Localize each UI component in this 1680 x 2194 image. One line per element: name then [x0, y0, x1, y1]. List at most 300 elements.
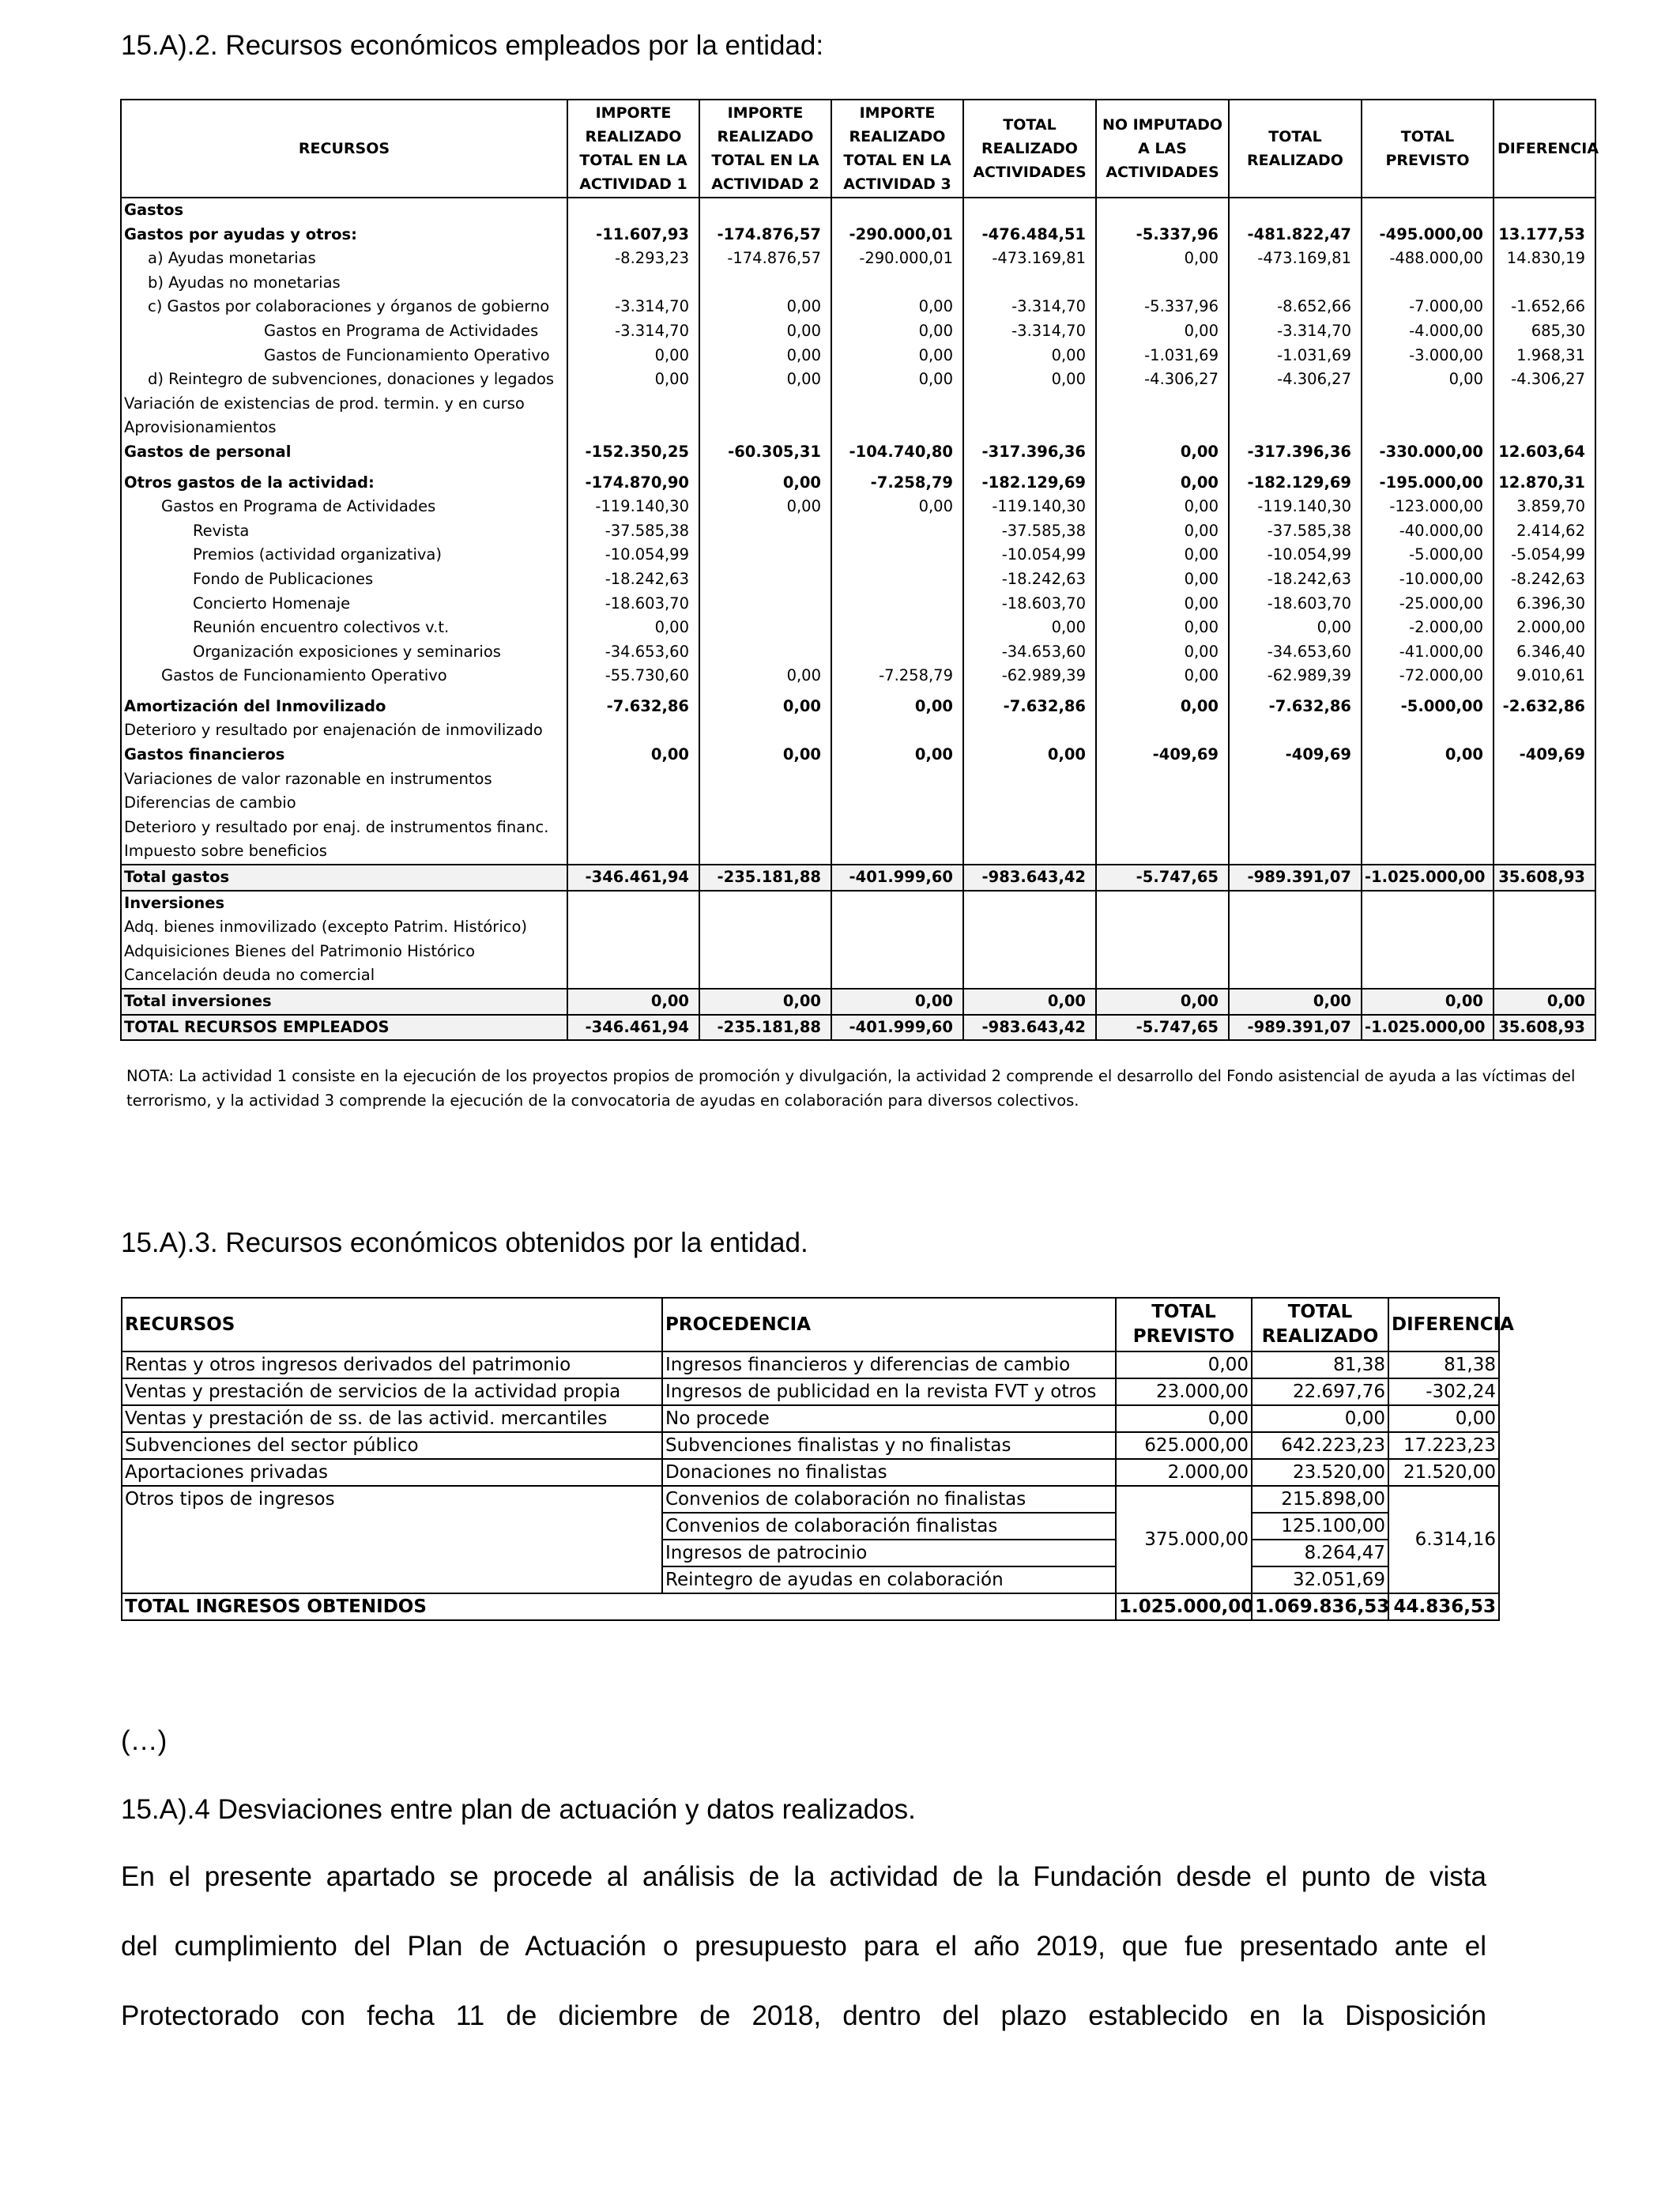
cell-value [1096, 416, 1229, 440]
cell-value [699, 640, 831, 665]
cell-value [831, 592, 963, 616]
row-label: Gastos financieros [121, 743, 567, 767]
previsto-cell: 23.000,00 [1116, 1378, 1252, 1405]
cell-value [699, 767, 831, 792]
cell-value: 0,00 [567, 344, 699, 368]
cell-value: 0,00 [963, 989, 1096, 1015]
cell-value: 2.414,62 [1494, 519, 1595, 544]
cell-value: -7.632,86 [1229, 688, 1362, 719]
table-row [121, 963, 1595, 989]
table-row [121, 989, 1595, 1015]
cell-value: 0,00 [1229, 616, 1362, 640]
row-label: Aprovisionamientos [121, 416, 567, 440]
cell-value [1096, 271, 1229, 296]
row-label: Gastos de Funcionamiento Operativo [121, 344, 567, 368]
cell-value: 0,00 [831, 295, 963, 319]
table-row [121, 865, 1595, 891]
cell-value: 0,00 [699, 368, 831, 392]
cell-value [831, 791, 963, 816]
row-label: a) Ayudas monetarias [121, 247, 567, 271]
table-row [121, 767, 1595, 792]
cell-value: -10.054,99 [567, 543, 699, 567]
cell-value [1229, 271, 1362, 296]
cell-value [1229, 718, 1362, 743]
cell-value [1362, 940, 1494, 964]
cell-value [1096, 198, 1229, 223]
cell-value: 0,00 [1096, 495, 1229, 519]
cell-value: -55.730,60 [567, 664, 699, 688]
cell-value [567, 416, 699, 440]
recurso-cell: Ventas y prestación de servicios de la actividad propia [122, 1378, 662, 1405]
row-label: Amortización del Inmovilizado [121, 688, 567, 719]
cell-value: 0,00 [699, 319, 831, 344]
cell-value: 9.010,61 [1494, 664, 1595, 688]
table-row [121, 1015, 1595, 1041]
cell-value: -409,69 [1096, 743, 1229, 767]
cell-value: 6.396,30 [1494, 592, 1595, 616]
cell-value: 0,00 [1096, 543, 1229, 567]
table-row [121, 743, 1595, 767]
table-row [121, 319, 1595, 344]
cell-value: -2.000,00 [1362, 616, 1494, 640]
cell-value: 0,00 [1362, 989, 1494, 1015]
cell-value: -37.585,38 [1229, 519, 1362, 544]
row-label: Premios (actividad organizativa) [121, 543, 567, 567]
recurso-cell: Aportaciones privadas [122, 1459, 662, 1486]
cell-value [567, 940, 699, 964]
cell-value: 0,00 [1096, 688, 1229, 719]
cell-value [699, 592, 831, 616]
cell-value: 0,00 [963, 344, 1096, 368]
cell-value: 0,00 [699, 743, 831, 767]
cell-value: -481.822,47 [1229, 223, 1362, 247]
cell-value: 0,00 [1096, 440, 1229, 465]
cell-value [1229, 816, 1362, 840]
cell-value [1096, 767, 1229, 792]
cell-value: -8.293,23 [567, 247, 699, 271]
row-label: Gastos de Funcionamiento Operativo [121, 664, 567, 688]
paragraph-line: del cumplimiento del Plan de Actuación o presupuesto para el año 2019, que fue presentado ante el [121, 1931, 1486, 1962]
cell-value [1096, 816, 1229, 840]
col-header: TOTAL REALIZADO ACTIVIDADES [963, 100, 1096, 198]
row-label: Total inversiones [121, 989, 567, 1015]
total-row [122, 1593, 1499, 1620]
cell-value: -60.305,31 [699, 440, 831, 465]
cell-value: 0,00 [1096, 465, 1229, 496]
table-row [122, 1378, 1499, 1405]
section-2-title: 15.A).2. Recursos económicos empleados por la entidad: [121, 30, 824, 61]
row-label: b) Ayudas no monetarias [121, 271, 567, 296]
cell-value: -37.585,38 [963, 519, 1096, 544]
cell-value [1494, 839, 1595, 865]
cell-value: -7.258,79 [831, 664, 963, 688]
cell-value [1494, 198, 1595, 223]
cell-value: -5.337,96 [1096, 295, 1229, 319]
recursos-obtenidos-table [121, 1297, 1514, 1621]
row-label: Otros gastos de la actividad: [121, 465, 567, 496]
table-row [121, 616, 1595, 640]
cell-value: -5.747,65 [1096, 865, 1229, 891]
col-header: IMPORTE REALIZADO TOTAL EN LA ACTIVIDAD 2 [699, 100, 831, 198]
cell-value: -18.242,63 [567, 567, 699, 592]
total-label: TOTAL INGRESOS OBTENIDOS [122, 1593, 1116, 1620]
cell-value: -330.000,00 [1362, 440, 1494, 465]
cell-value: -5.747,65 [1096, 1015, 1229, 1041]
cell-value: 0,00 [1096, 247, 1229, 271]
col-header: RECURSOS [121, 100, 567, 198]
cell-value [831, 640, 963, 665]
cell-value: -3.314,70 [567, 295, 699, 319]
row-label: Gastos por ayudas y otros: [121, 223, 567, 247]
row-label: Organización exposiciones y seminarios [121, 640, 567, 665]
cell-value: -5.337,96 [1096, 223, 1229, 247]
row-label: Cancelación deuda no comercial [121, 963, 567, 989]
cell-value: -18.242,63 [963, 567, 1096, 592]
previsto-cell: 0,00 [1116, 1351, 1252, 1378]
cell-value: 0,00 [567, 368, 699, 392]
diferencia-cell: 6.314,16 [1388, 1486, 1499, 1593]
cell-value: -18.603,70 [567, 592, 699, 616]
cell-value [1229, 915, 1362, 940]
cell-value: -346.461,94 [567, 1015, 699, 1041]
cell-value: -40.000,00 [1362, 519, 1494, 544]
cell-value: 35.608,93 [1494, 865, 1595, 891]
cell-value: -3.314,70 [963, 319, 1096, 344]
realizado-cell: 8.264,47 [1252, 1540, 1388, 1566]
cell-value [699, 791, 831, 816]
cell-value: -401.999,60 [831, 1015, 963, 1041]
cell-value [699, 271, 831, 296]
cell-value: -182.129,69 [1229, 465, 1362, 496]
cell-value: -3.000,00 [1362, 344, 1494, 368]
cell-value: 0,00 [1096, 989, 1229, 1015]
recurso-cell: Subvenciones del sector público [122, 1432, 662, 1459]
cell-value: 14.830,19 [1494, 247, 1595, 271]
cell-value: 0,00 [699, 344, 831, 368]
cell-value [1229, 940, 1362, 964]
cell-value: -25.000,00 [1362, 592, 1494, 616]
cell-value: -488.000,00 [1362, 247, 1494, 271]
cell-value [567, 392, 699, 417]
table-row [122, 1432, 1499, 1459]
cell-value: -62.989,39 [963, 664, 1096, 688]
cell-value: 13.177,53 [1494, 223, 1595, 247]
col-header: TOTAL REALIZADO [1229, 100, 1362, 198]
procedencia-cell: Convenios de colaboración no finalistas [662, 1486, 1116, 1513]
cell-value: -18.242,63 [1229, 567, 1362, 592]
table-row [121, 816, 1595, 840]
table-row [121, 198, 1595, 223]
cell-value: -18.603,70 [963, 592, 1096, 616]
cell-value [1229, 891, 1362, 916]
table-row [121, 915, 1595, 940]
cell-value [831, 567, 963, 592]
cell-value: -182.129,69 [963, 465, 1096, 496]
realizado-cell: 215.898,00 [1252, 1486, 1388, 1513]
cell-value [1362, 198, 1494, 223]
realizado-cell: 125.100,00 [1252, 1513, 1388, 1540]
table-note: NOTA: La actividad 1 consiste en la ejecución de los proyectos propios de promoción y divulgación, la actividad 2 comprende el desarrollo del Fondo asistencial de ayuda a las víctimas del terrorismo, y la actividad 3 comprende la ejecución de la convocatoria de ayudas en colaboración para diversos colectivos. [126, 1067, 1576, 1110]
cell-value [1362, 839, 1494, 865]
diferencia-cell: 17.223,23 [1388, 1432, 1499, 1459]
cell-value: -989.391,07 [1229, 865, 1362, 891]
cell-value: -18.603,70 [1229, 592, 1362, 616]
row-label: Diferencias de cambio [121, 791, 567, 816]
cell-value: -5.000,00 [1362, 543, 1494, 567]
cell-value [963, 392, 1096, 417]
row-label: Deterioro y resultado por enajenación de inmovilizado [121, 718, 567, 743]
col-header: RECURSOS [122, 1298, 662, 1351]
cell-value: 0,00 [963, 616, 1096, 640]
cell-value [567, 198, 699, 223]
cell-value: -195.000,00 [1362, 465, 1494, 496]
cell-value: -72.000,00 [1362, 664, 1494, 688]
cell-value: -1.031,69 [1229, 344, 1362, 368]
cell-value: -119.140,30 [963, 495, 1096, 519]
cell-value [963, 839, 1096, 865]
cell-value [699, 392, 831, 417]
table-row [121, 495, 1595, 519]
cell-value [567, 718, 699, 743]
row-label: Deterioro y resultado por enaj. de instrumentos financ. [121, 816, 567, 840]
recurso-cell: Ventas y prestación de ss. de las activid. mercantiles [122, 1405, 662, 1432]
table-row [121, 891, 1595, 916]
cell-value [1229, 839, 1362, 865]
row-label: Revista [121, 519, 567, 544]
section-3-title: 15.A).3. Recursos económicos obtenidos por la entidad. [121, 1227, 808, 1258]
cell-value: -4.306,27 [1096, 368, 1229, 392]
procedencia-cell: Convenios de colaboración finalistas [662, 1513, 1116, 1540]
cell-value [699, 963, 831, 989]
cell-value: 2.000,00 [1494, 616, 1595, 640]
row-label: Concierto Homenaje [121, 592, 567, 616]
cell-value [1494, 915, 1595, 940]
cell-value [699, 816, 831, 840]
cell-value: -983.643,42 [963, 865, 1096, 891]
table-row [121, 392, 1595, 417]
cell-value [1362, 891, 1494, 916]
cell-value: -1.025.000,00 [1362, 1015, 1494, 1041]
realizado-cell: 81,38 [1252, 1351, 1388, 1378]
cell-value: 0,00 [831, 344, 963, 368]
cell-value [699, 416, 831, 440]
cell-value: 0,00 [699, 989, 831, 1015]
row-label: Reunión encuentro colectivos v.t. [121, 616, 567, 640]
cell-value [1362, 791, 1494, 816]
cell-value [963, 940, 1096, 964]
col-header: IMPORTE REALIZADO TOTAL EN LA ACTIVIDAD 1 [567, 100, 699, 198]
cell-value: -235.181,88 [699, 865, 831, 891]
previsto-cell: 375.000,00 [1116, 1486, 1252, 1593]
procedencia-cell: Donaciones no finalistas [662, 1459, 1116, 1486]
cell-value: -8.242,63 [1494, 567, 1595, 592]
row-label: Variaciones de valor razonable en instrumentos [121, 767, 567, 792]
cell-value [567, 816, 699, 840]
cell-value [1494, 940, 1595, 964]
cell-value: -119.140,30 [567, 495, 699, 519]
cell-value: 35.608,93 [1494, 1015, 1595, 1041]
cell-value [567, 839, 699, 865]
cell-value [831, 767, 963, 792]
col-header: IMPORTE REALIZADO TOTAL EN LA ACTIVIDAD 3 [831, 100, 963, 198]
cell-value [1096, 791, 1229, 816]
cell-value [963, 198, 1096, 223]
cell-value: 0,00 [699, 495, 831, 519]
cell-value: -1.652,66 [1494, 295, 1595, 319]
table-row [121, 567, 1595, 592]
procedencia-cell: Reintegro de ayudas en colaboración [662, 1566, 1116, 1593]
diferencia-cell: 21.520,00 [1388, 1459, 1499, 1486]
cell-value: -34.653,60 [1229, 640, 1362, 665]
table-row [122, 1486, 1499, 1513]
cell-value: -119.140,30 [1229, 495, 1362, 519]
cell-value: -3.314,70 [1229, 319, 1362, 344]
cell-value [567, 963, 699, 989]
cell-value [1362, 963, 1494, 989]
cell-value: 0,00 [1362, 743, 1494, 767]
cell-value: -317.396,36 [963, 440, 1096, 465]
table-row [121, 465, 1595, 496]
cell-value [963, 416, 1096, 440]
cell-value: 6.346,40 [1494, 640, 1595, 665]
cell-value [1362, 767, 1494, 792]
col-header: NO IMPUTADO A LAS ACTIVIDADES [1096, 100, 1229, 198]
cell-value: -34.653,60 [567, 640, 699, 665]
diferencia-cell: 81,38 [1388, 1351, 1499, 1378]
col-header: TOTAL PREVISTO [1362, 100, 1494, 198]
cell-value: -10.054,99 [963, 543, 1096, 567]
recurso-cell: Rentas y otros ingresos derivados del patrimonio [122, 1351, 662, 1378]
col-header: DIFERENCIA [1494, 100, 1595, 198]
cell-value: -7.258,79 [831, 465, 963, 496]
cell-value [831, 392, 963, 417]
cell-value: 0,00 [1229, 989, 1362, 1015]
cell-value [1494, 963, 1595, 989]
table-row [121, 664, 1595, 688]
cell-value [1096, 891, 1229, 916]
table-row [121, 791, 1595, 816]
section-4-title: 15.A).4 Desviaciones entre plan de actuación y datos realizados. [121, 1794, 916, 1825]
row-label: Inversiones [121, 891, 567, 916]
cell-value: -174.876,57 [699, 223, 831, 247]
table-row [121, 368, 1595, 392]
cell-value [699, 567, 831, 592]
cell-value: 0,00 [567, 616, 699, 640]
cell-value: -7.632,86 [963, 688, 1096, 719]
cell-value: -235.181,88 [699, 1015, 831, 1041]
cell-value [963, 791, 1096, 816]
realizado-cell: 32.051,69 [1252, 1566, 1388, 1593]
cell-value: -473.169,81 [963, 247, 1096, 271]
cell-value [1494, 718, 1595, 743]
cell-value: 0,00 [831, 743, 963, 767]
table-row [121, 519, 1595, 544]
cell-value: -4.306,27 [1229, 368, 1362, 392]
cell-value: -10.000,00 [1362, 567, 1494, 592]
cell-value [699, 940, 831, 964]
cell-value: -473.169,81 [1229, 247, 1362, 271]
cell-value [831, 940, 963, 964]
cell-value [699, 519, 831, 544]
row-label: Impuesto sobre beneficios [121, 839, 567, 865]
col-header: TOTAL PREVISTO [1116, 1298, 1252, 1351]
table-row [121, 940, 1595, 964]
cell-value: 0,00 [831, 989, 963, 1015]
cell-value [1096, 915, 1229, 940]
cell-value: -2.632,86 [1494, 688, 1595, 719]
cell-value: 0,00 [1096, 519, 1229, 544]
recursos-empleados-table [120, 99, 1599, 1041]
table-row [122, 1459, 1499, 1486]
cell-value [831, 271, 963, 296]
cell-value [567, 891, 699, 916]
cell-value [699, 891, 831, 916]
cell-value: -495.000,00 [1362, 223, 1494, 247]
cell-value [699, 718, 831, 743]
cell-value [1096, 940, 1229, 964]
cell-value [1096, 718, 1229, 743]
cell-value: 0,00 [1096, 616, 1229, 640]
table-row [121, 440, 1595, 465]
cell-value [1494, 392, 1595, 417]
cell-value [1229, 767, 1362, 792]
cell-value: -1.031,69 [1096, 344, 1229, 368]
cell-value: 0,00 [699, 688, 831, 719]
cell-value [1362, 392, 1494, 417]
cell-value [1494, 816, 1595, 840]
procedencia-cell: No procede [662, 1405, 1116, 1432]
cell-value [699, 198, 831, 223]
cell-value: -7.632,86 [567, 688, 699, 719]
cell-value [1362, 816, 1494, 840]
cell-value: -409,69 [1229, 743, 1362, 767]
cell-value: 0,00 [963, 368, 1096, 392]
cell-value: 0,00 [1096, 319, 1229, 344]
cell-value [831, 616, 963, 640]
cell-value [831, 963, 963, 989]
cell-value [1096, 839, 1229, 865]
cell-value: 0,00 [567, 989, 699, 1015]
table-row [121, 839, 1595, 865]
cell-value [1494, 767, 1595, 792]
cell-value [831, 198, 963, 223]
realizado-cell: 0,00 [1252, 1405, 1388, 1432]
recursos-obtenidos-body [122, 1351, 1499, 1620]
cell-value: 12.870,31 [1494, 465, 1595, 496]
table-row [121, 344, 1595, 368]
procedencia-cell: Ingresos de publicidad en la revista FVT y otros [662, 1378, 1116, 1405]
row-label: d) Reintegro de subvenciones, donaciones y legados [121, 368, 567, 392]
cell-value: -4.306,27 [1494, 368, 1595, 392]
cell-value: -41.000,00 [1362, 640, 1494, 665]
cell-value: 685,30 [1494, 319, 1595, 344]
row-label: Adq. bienes inmovilizado (excepto Patrim. Histórico) [121, 915, 567, 940]
cell-value: 12.603,64 [1494, 440, 1595, 465]
cell-value [1494, 891, 1595, 916]
cell-value: -4.000,00 [1362, 319, 1494, 344]
diferencia-cell: 44.836,53 [1388, 1593, 1499, 1620]
cell-value: 3.859,70 [1494, 495, 1595, 519]
cell-value [1362, 718, 1494, 743]
cell-value [1229, 791, 1362, 816]
cell-value [831, 416, 963, 440]
cell-value: -104.740,80 [831, 440, 963, 465]
cell-value [963, 767, 1096, 792]
cell-value: 0,00 [1096, 592, 1229, 616]
cell-value: -290.000,01 [831, 223, 963, 247]
row-label: c) Gastos por colaboraciones y órganos de gobierno [121, 295, 567, 319]
cell-value [1096, 963, 1229, 989]
